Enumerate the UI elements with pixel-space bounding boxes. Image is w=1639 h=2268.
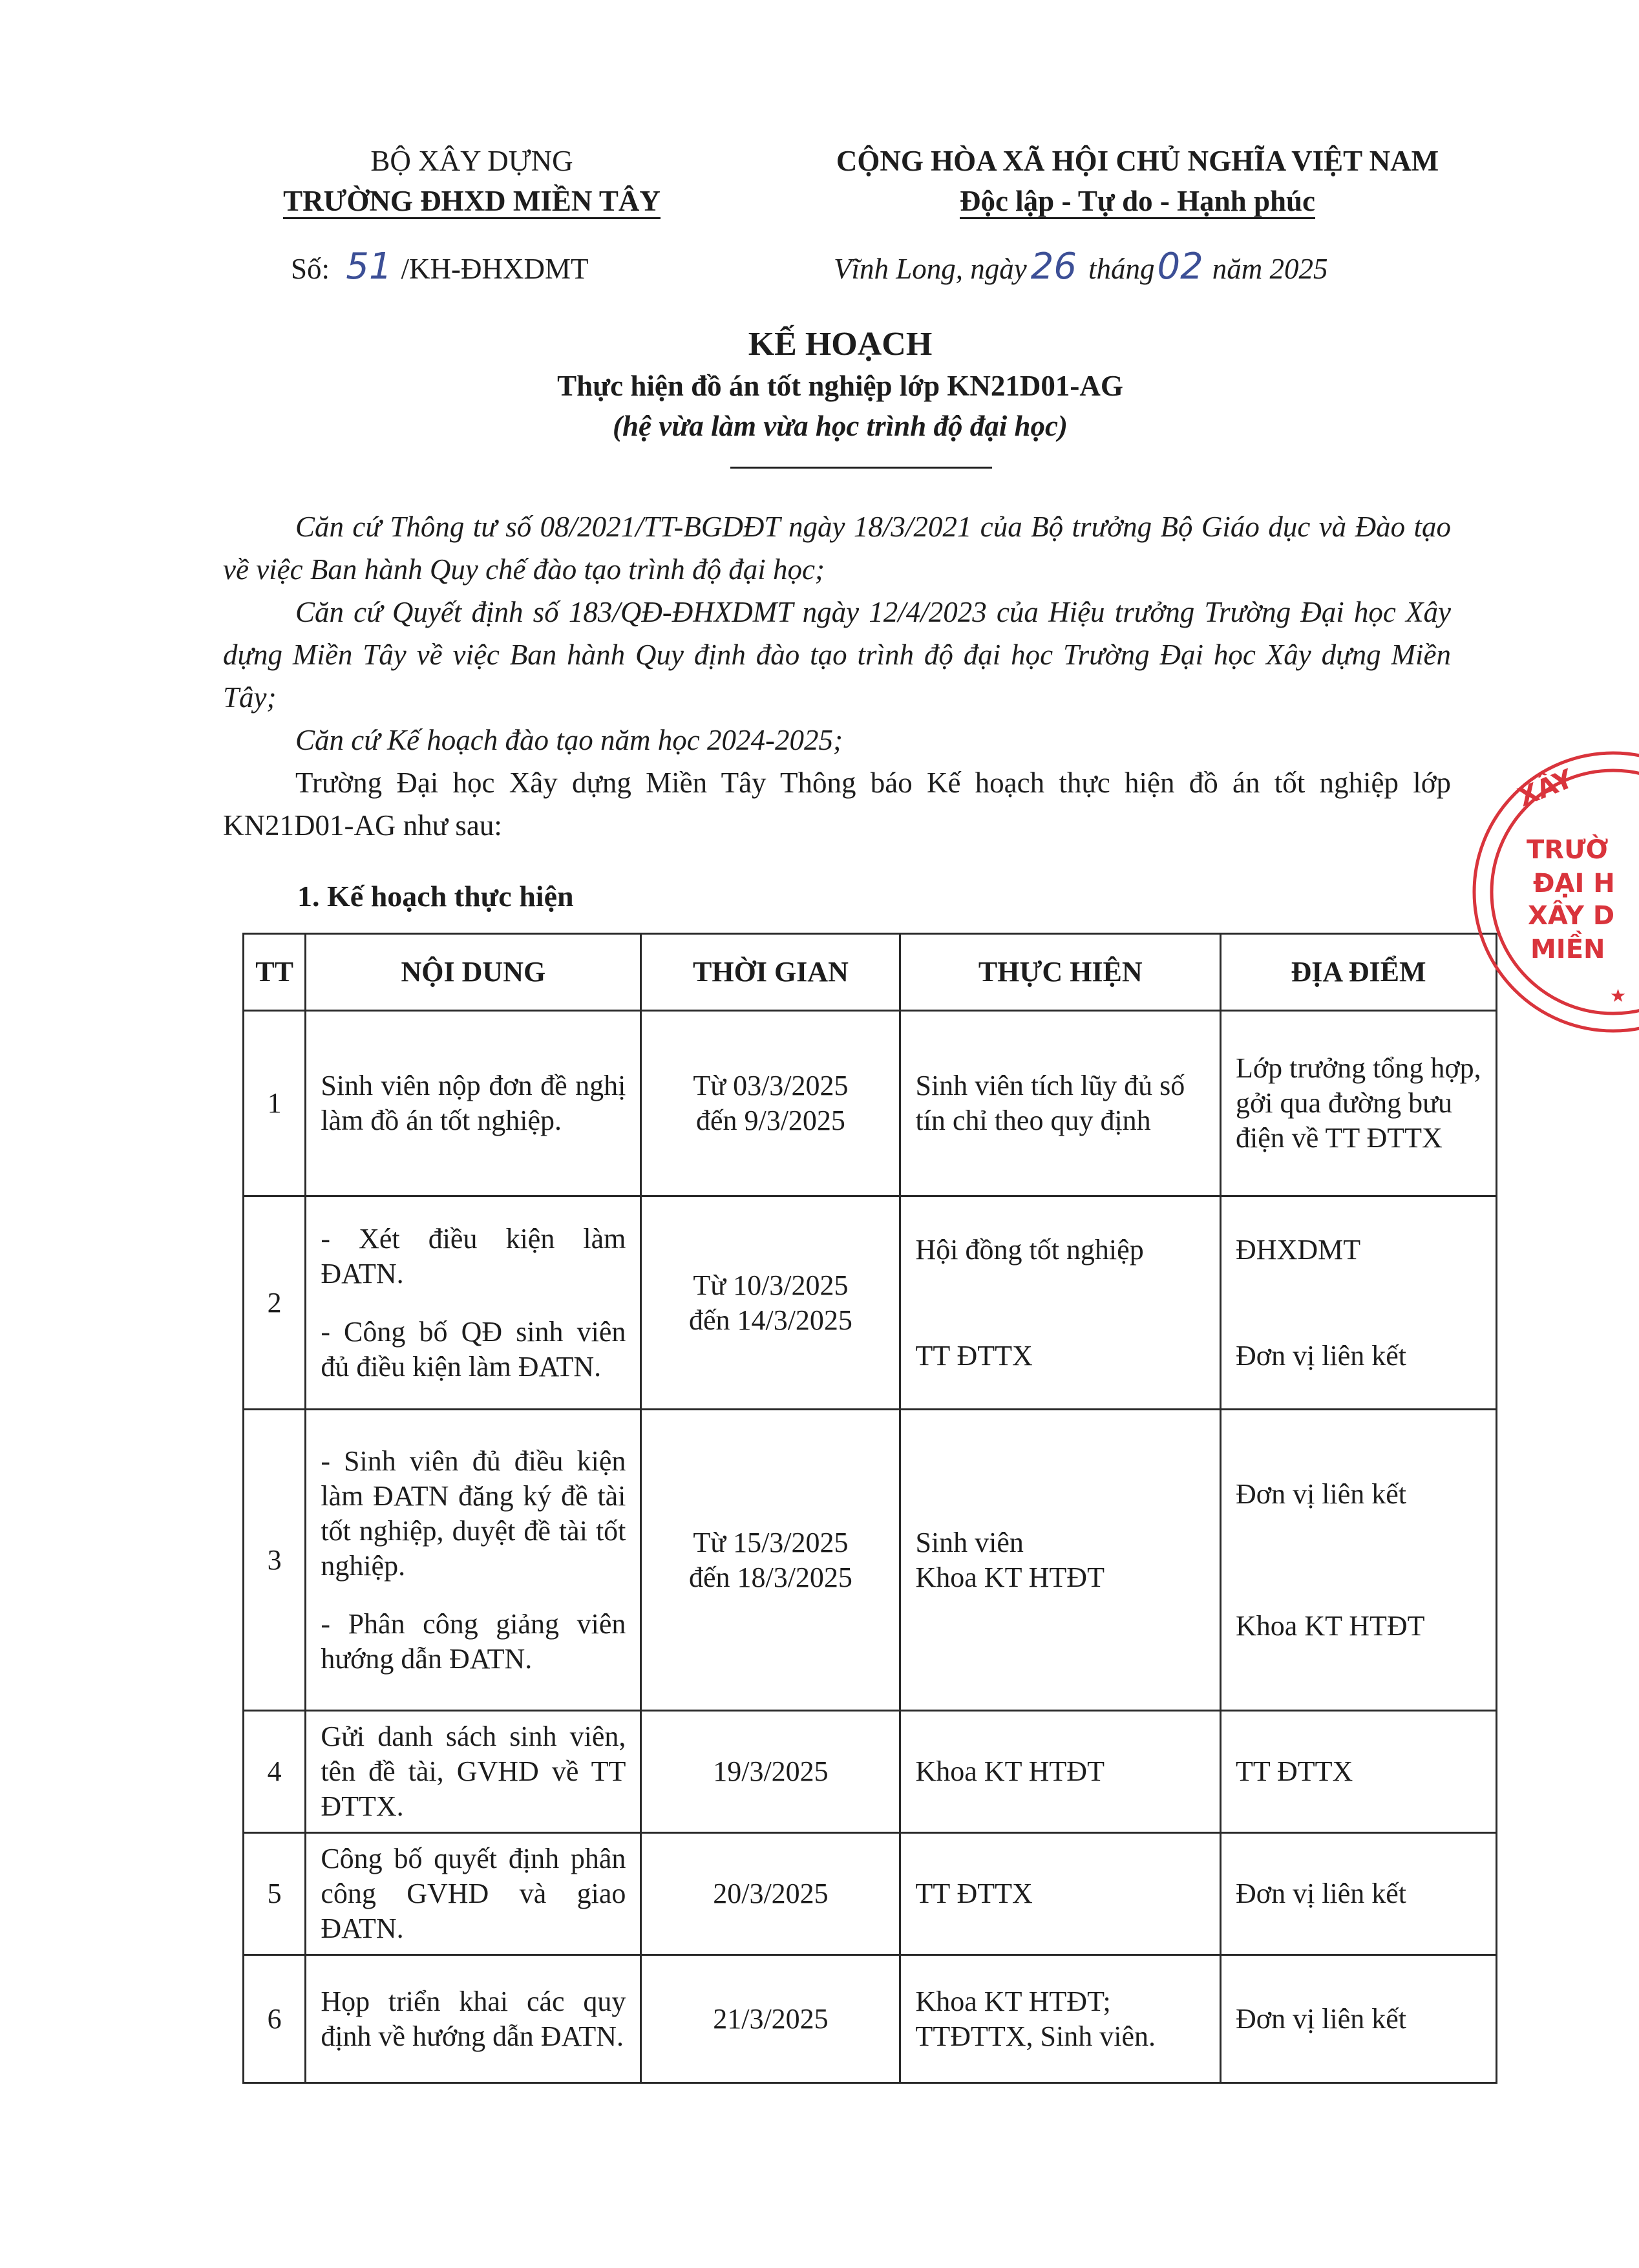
row-number: 1: [244, 1011, 306, 1196]
column-header-location: ĐỊA ĐIỂM: [1221, 934, 1497, 1011]
row-number: 3: [244, 1410, 306, 1711]
content-line: Sinh viên nộp đơn đề nghị làm đồ án tốt nghiệp.: [321, 1070, 626, 1136]
row-responsible: [900, 1196, 1221, 1410]
official-seal: [1445, 730, 1639, 1006]
time-line: 20/3/2025: [713, 1878, 829, 1909]
row-location: [1221, 1711, 1497, 1833]
document-title: [259, 323, 1422, 446]
ministry-name: BỘ XÂY DỰNG: [370, 145, 573, 177]
column-header-content: NỘI DUNG: [306, 934, 641, 1011]
content-line: - Công bố QĐ sinh viên đủ điều kiện làm ĐATN.: [321, 1315, 626, 1383]
row-content: [306, 1711, 641, 1833]
responsible-line: TTĐTTX, Sinh viên.: [915, 2020, 1156, 2052]
row-time: [641, 1711, 900, 1833]
seal-text: XÂY: [1514, 764, 1578, 813]
title-subject: Thực hiện đồ án tốt nghiệp lớp KN21D01-AG: [557, 370, 1123, 402]
location-line: Đơn vị liên kết: [1236, 1339, 1407, 1372]
row-time: [641, 1196, 900, 1410]
responsible-line: Khoa KT HTĐT;: [915, 1985, 1111, 2017]
time-line: 21/3/2025: [713, 2002, 829, 2035]
legal-basis-3: Căn cứ Kế hoạch đào tạo năm học 2024-2025;: [295, 724, 843, 756]
responsible-line: Khoa KT HTĐT: [915, 1755, 1105, 1787]
location-line: TT ĐTTX: [1236, 1755, 1353, 1787]
table-row: [244, 1955, 1497, 2083]
row-responsible: [900, 1711, 1221, 1833]
location-line: Đơn vị liên kết: [1236, 1478, 1407, 1510]
date-month-label: tháng: [1088, 253, 1155, 285]
school-name: TRƯỜNG ĐHXD MIỀN TÂY: [246, 181, 698, 221]
table-row: [244, 1410, 1497, 1711]
row-responsible: [900, 1011, 1221, 1196]
row-location: [1221, 1955, 1497, 2083]
table-row: [244, 1196, 1497, 1410]
legal-basis-1: Căn cứ Thông tư số 08/2021/TT-BGDĐT ngày 18/3/2021 của Bộ trưởng Bộ Giáo dục và Đào tạo về việc Ban hành Quy chế đào tạo trình độ đại học;: [223, 511, 1451, 586]
time-line: Từ 15/3/2025: [693, 1526, 849, 1558]
date-place: Vĩnh Long, ngày: [834, 253, 1027, 285]
time-line: đến 14/3/2025: [688, 1304, 852, 1336]
seal-text: TRƯỜ: [1527, 835, 1609, 865]
content-line: Công bố quyết định phân công GVHD và giao ĐATN.: [321, 1843, 626, 1944]
content-line: - Xét điều kiện làm ĐATN.: [321, 1222, 626, 1289]
column-header-tt: TT: [244, 934, 306, 1011]
date-month-handwritten: 02: [1157, 246, 1203, 288]
responsible-line: TT ĐTTX: [915, 1878, 1033, 1909]
row-responsible: [900, 1955, 1221, 2083]
plan-table: [242, 933, 1497, 2084]
date-year: năm 2025: [1212, 253, 1328, 285]
time-line: đến 9/3/2025: [695, 1105, 845, 1136]
row-number: 6: [244, 1955, 306, 2083]
row-time: [641, 1011, 900, 1196]
content-line: Gửi danh sách sinh viên, tên đề tài, GVHD về TT ĐTTX.: [321, 1721, 626, 1822]
content-line: Họp triển khai các quy định về hướng dẫn ĐATN.: [321, 1985, 626, 2052]
time-line: 19/3/2025: [713, 1755, 829, 1787]
content-line: - Sinh viên đủ điều kiện làm ĐATN đăng ký đề tài tốt nghiệp, duyệt đề tài tốt nghiệp.: [321, 1445, 626, 1582]
nation-name: CỘNG HÒA XÃ HỘI CHỦ NGHĨA VIỆT NAM: [836, 145, 1439, 177]
preamble: [223, 505, 1451, 847]
seal-text: XÂY D: [1528, 901, 1615, 931]
table-row: [244, 1711, 1497, 1833]
seal-text: MIỀN: [1530, 935, 1605, 964]
document-number: [291, 246, 589, 288]
time-line: đến 18/3/2025: [688, 1561, 852, 1593]
table-row: [244, 1011, 1497, 1196]
row-time: [641, 1410, 900, 1711]
row-content: [306, 1410, 641, 1711]
title-program: (hệ vừa làm vừa học trình độ đại học): [613, 410, 1068, 442]
announcement: Trường Đại học Xây dựng Miền Tây Thông báo Kế hoạch thực hiện đồ án tốt nghiệp lớp KN21D01-AG như sau:: [223, 767, 1451, 842]
row-location: [1221, 1833, 1497, 1955]
time-line: Từ 03/3/2025: [693, 1070, 849, 1101]
issue-date: [834, 246, 1328, 288]
row-content: [306, 1833, 641, 1955]
date-day-handwritten: 26: [1030, 246, 1077, 288]
location-line: ĐHXDMT: [1236, 1233, 1361, 1266]
row-responsible: [900, 1833, 1221, 1955]
content-line: - Phân công giảng viên hướng dẫn ĐATN.: [321, 1607, 626, 1675]
title-divider: [730, 467, 992, 469]
column-header-time: THỜI GIAN: [641, 934, 900, 1011]
row-responsible: [900, 1410, 1221, 1711]
row-location: [1221, 1410, 1497, 1711]
location-line: Khoa KT HTĐT: [1236, 1609, 1425, 1642]
ref-prefix: Số:: [291, 253, 330, 285]
legal-basis-2: Căn cứ Quyết định số 183/QĐ-ĐHXDMT ngày 12/4/2023 của Hiệu trưởng Trường Đại học Xây dựng Miền Tây về việc Ban hành Quy định đào tạo trình độ đại học Trường Đại học Xây dựng Miền Tây;: [223, 596, 1451, 714]
responsible-line: TT ĐTTX: [915, 1339, 1033, 1372]
issuer-block: [246, 141, 698, 221]
row-number: 5: [244, 1833, 306, 1955]
row-number: 4: [244, 1711, 306, 1833]
ref-suffix: /KH-ĐHXDMT: [401, 253, 589, 285]
national-header: [772, 141, 1503, 221]
ref-number-handwritten: 51: [346, 246, 392, 288]
column-header-responsible: THỰC HIỆN: [900, 934, 1221, 1011]
section-heading: 1. Kế hoạch thực hiện: [297, 880, 574, 913]
responsible-line: Sinh viên tích lũy đủ số tín chỉ theo quy định: [915, 1070, 1185, 1136]
row-content: [306, 1955, 641, 2083]
row-location: [1221, 1196, 1497, 1410]
location-line: Lớp trưởng tổng hợp, gởi qua đường bưu điện về TT ĐTTX: [1236, 1052, 1481, 1154]
title-main: KẾ HOẠCH: [748, 326, 933, 363]
responsible-line: Khoa KT HTĐT: [915, 1561, 1105, 1593]
seal-text: ĐẠI H: [1533, 869, 1615, 898]
table-row: [244, 1833, 1497, 1955]
row-number: 2: [244, 1196, 306, 1410]
row-location: [1221, 1011, 1497, 1196]
national-motto: Độc lập - Tự do - Hạnh phúc: [772, 181, 1503, 221]
row-time: [641, 1833, 900, 1955]
responsible-line: Sinh viên: [915, 1526, 1024, 1558]
table-header-row: [244, 934, 1497, 1011]
row-content: [306, 1196, 641, 1410]
row-content: [306, 1011, 641, 1196]
row-time: [641, 1955, 900, 2083]
time-line: Từ 10/3/2025: [693, 1269, 849, 1301]
location-line: Đơn vị liên kết: [1236, 1878, 1407, 1909]
location-line: Đơn vị liên kết: [1236, 2002, 1407, 2035]
responsible-line: Hội đồng tốt nghiệp: [915, 1233, 1144, 1266]
seal-star-icon: ★: [1610, 986, 1627, 1006]
